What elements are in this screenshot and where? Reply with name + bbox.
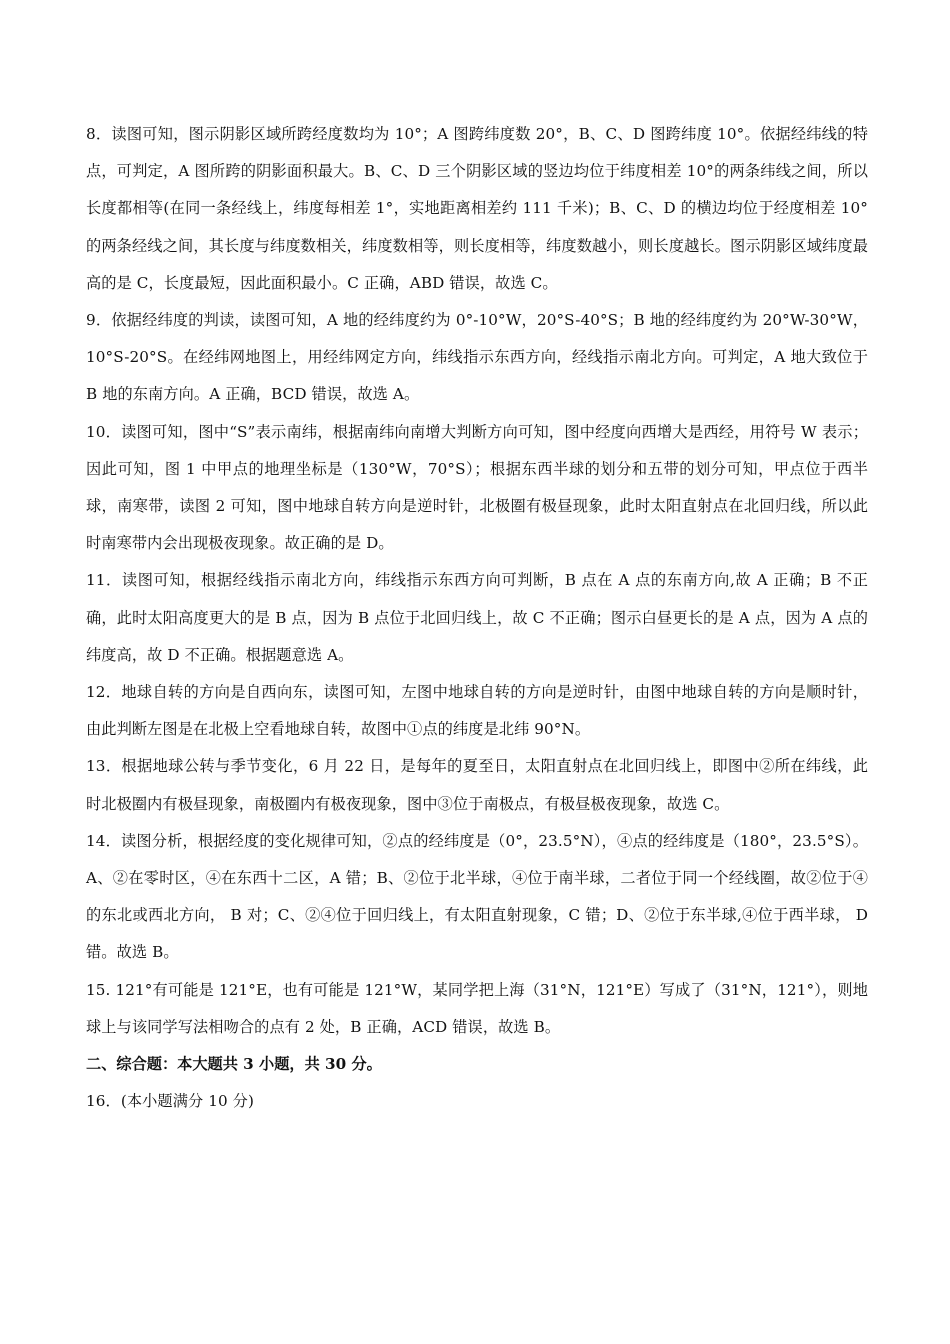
answer-paragraph-8: 8．读图可知，图示阴影区域所跨经度数均为 10°；A 图跨纬度数 20°，B、C、D 图跨纬度 10°。依据经纬线的特点，可判定，A 图所跨的阴影面积最大。B、C、D 三个阴影区域的竖边均位于纬度相差 10°的两条纬线之间，所以长度都相等(在同一条经线上，纬度每相差 1°，实地距离相差约 111 千米)；B、C、D 的横边均位于经度相差 10°的两条经线之间，其长度与纬度数相关，纬度数相等，则长度相等，纬度数越小，则长度越长。图示阴影区域纬度最高的是 C，长度最短，因此面积最小。C 正确，ABD 错误，故选 C。 bbox=[86, 125, 868, 292]
answer-paragraph-14: 14．读图分析，根据经度的变化规律可知，②点的经纬度是（0°，23.5°N），④点的经纬度是（180°，23.5°S）。A、②在零时区，④在东西十二区，A 错；B、②位于北半球，④位于南半球，二者位于同一个经线圈，故②位于④的东北或西北方向， B 对；C、②④位于回归线上，有太阳直射现象，C 错；D、②位于东半球,④位于西半球， D 错。故选 B。 bbox=[86, 831, 868, 962]
answer-paragraph-9: 9．依据经纬度的判读，读图可知，A 地的经纬度约为 0°-10°W，20°S-40°S；B 地的经纬度约为 20°W-30°W，10°S-20°S。在经纬网地图上，用经纬网定方向，纬线指示东西方向，经线指示南北方向。可判定，A 地大致位于 B 地的东南方向。A 正确，BCD 错误，故选 A。 bbox=[86, 311, 868, 404]
answer-paragraph-13: 13．根据地球公转与季节变化，6 月 22 日，是每年的夏至日，太阳直射点在北回归线上，即图中②所在纬线，此时北极圈内有极昼现象，南极圈内有极夜现象，图中③位于南极点，有极昼极夜现象，故选 C。 bbox=[86, 757, 868, 813]
answer-paragraph-10: 10．读图可知，图中“S”表示南纬，根据南纬向南增大判断方向可知，图中经度向西增大是西经，用符号 W 表示；因此可知，图 1 中甲点的地理坐标是（130°W，70°S）；根据东西半球的划分和五带的划分可知，甲点位于西半球，南寒带，读图 2 可知，图中地球自转方向是逆时针，北极圈有极昼现象，此时太阳直射点在北回归线，所以此时南寒带内会出现极夜现象。故正确的是 D。 bbox=[86, 422, 868, 553]
answer-paragraph-12: 12．地球自转的方向是自西向东，读图可知，左图中地球自转的方向是逆时针，由图中地球自转的方向是顺时针，由此判断左图是在北极上空看地球自转，故图中①点的纬度是北纬 90°N。 bbox=[86, 683, 868, 739]
answer-paragraph-15: 15. 121°有可能是 121°E，也有可能是 121°W，某同学把上海（31°N，121°E）写成了（31°N，121°），则地球上与该同学写法相吻合的点有 2 处，B 正确，ACD 错误，故选 B。 bbox=[86, 980, 868, 1036]
answer-page bbox=[86, 116, 868, 1120]
answer-paragraph-11: 11．读图可知，根据经线指示南北方向，纬线指示东西方向可判断，B 点在 A 点的东南方向,故 A 正确；B 不正确，此时太阳高度更大的是 B 点，因为 B 点位于北回归线上，故 C 不正确；图示白昼更长的是 A 点，因为 A 点的纬度高，故 D 不正确。根据题意选 A。 bbox=[86, 571, 868, 664]
question-16-label: 16．(本小题满分 10 分) bbox=[86, 1092, 254, 1111]
section-heading: 二、综合题：本大题共 3 小题，共 30 分。 bbox=[86, 1055, 382, 1074]
